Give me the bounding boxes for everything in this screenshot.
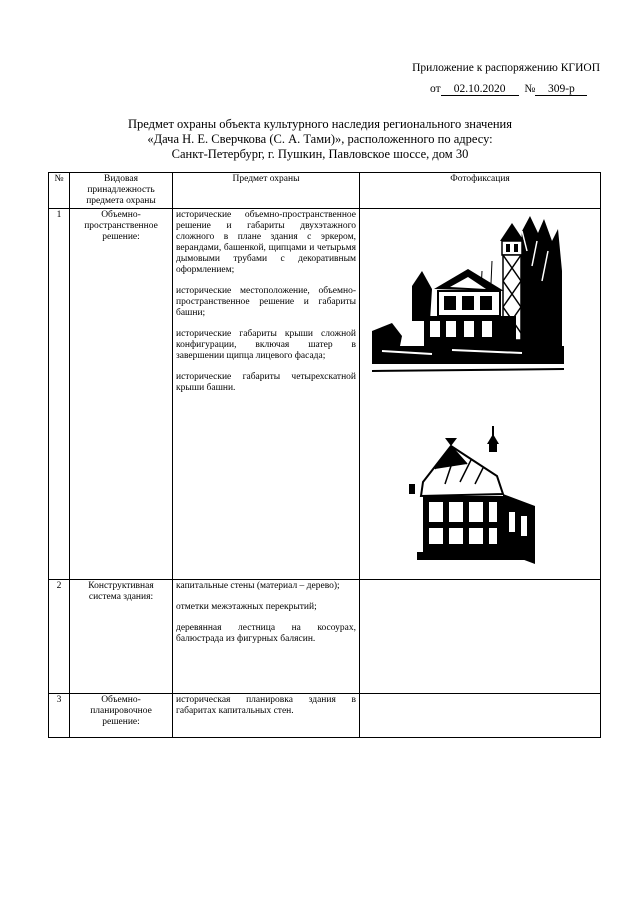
protection-subject-table xyxy=(48,172,601,738)
house-photo xyxy=(372,211,564,391)
header-num: № xyxy=(49,173,70,209)
title-line-1: Предмет охраны объекта культурного наследия регионального значения xyxy=(127,117,512,131)
row-kind: Конструктивная система здания: xyxy=(70,580,173,694)
order-number: 309-р xyxy=(535,83,587,96)
table-row xyxy=(49,209,601,580)
order-date: 02.10.2020 xyxy=(441,83,519,96)
from-label: от xyxy=(430,83,441,95)
subject-item: историческая планировка здания в габаритах капитальных стен. xyxy=(176,695,356,716)
tower-photo xyxy=(405,424,545,574)
table-row xyxy=(49,694,601,738)
subject-item: исторические местоположение, объемно-пространственное решение и габариты башни; xyxy=(176,286,356,318)
row-number: 3 xyxy=(49,694,70,738)
header-subject: Предмет охраны xyxy=(173,173,360,209)
number-label: № xyxy=(524,83,536,95)
title-line-3: Санкт-Петербург, г. Пушкин, Павловское шоссе, дом 30 xyxy=(171,147,469,161)
row-number: 1 xyxy=(49,209,70,580)
row-photo-cell xyxy=(360,209,601,580)
subject-item: капитальные стены (материал – дерево); xyxy=(176,581,340,591)
order-reference xyxy=(430,82,600,96)
subject-item: исторические габариты крыши сложной конфигурации, включая шатер в завершении щипца лицевого фасада; xyxy=(176,329,356,361)
subject-item: исторические объемно-пространственное решение и габариты двухэтажного сложного в плане здания с эркером, верандами, башенкой, щипцами и четырьмя дымовыми трубами с декоративным оформлением; xyxy=(176,210,356,275)
row-subject xyxy=(173,209,360,580)
subject-item: исторические габариты четырехскатной крыши башни. xyxy=(176,372,356,393)
table-header-row xyxy=(49,173,601,209)
header-photo: Фотофиксация xyxy=(360,173,601,209)
title-line-2: «Дача Н. Е. Сверчкова (С. А. Тами)», расположенного по адресу: xyxy=(147,132,493,146)
appendix-label: Приложение к распоряжению КГИОП xyxy=(412,62,600,74)
table-row xyxy=(49,580,601,694)
subject-item: деревянная лестница на косоурах, балюстрада из фигурных балясин. xyxy=(176,623,356,644)
row-kind: Объемно-планировочное решение: xyxy=(70,694,173,738)
row-number: 2 xyxy=(49,580,70,694)
subject-item: отметки межэтажных перекрытий; xyxy=(176,602,317,612)
document-title xyxy=(90,117,550,162)
row-subject xyxy=(173,580,360,694)
header-kind: Видовая принадлежность предмета охраны xyxy=(70,173,173,209)
row-photo-cell xyxy=(360,694,601,738)
row-subject xyxy=(173,694,360,738)
row-kind: Объемно-пространственное решение: xyxy=(70,209,173,580)
row-photo-cell xyxy=(360,580,601,694)
